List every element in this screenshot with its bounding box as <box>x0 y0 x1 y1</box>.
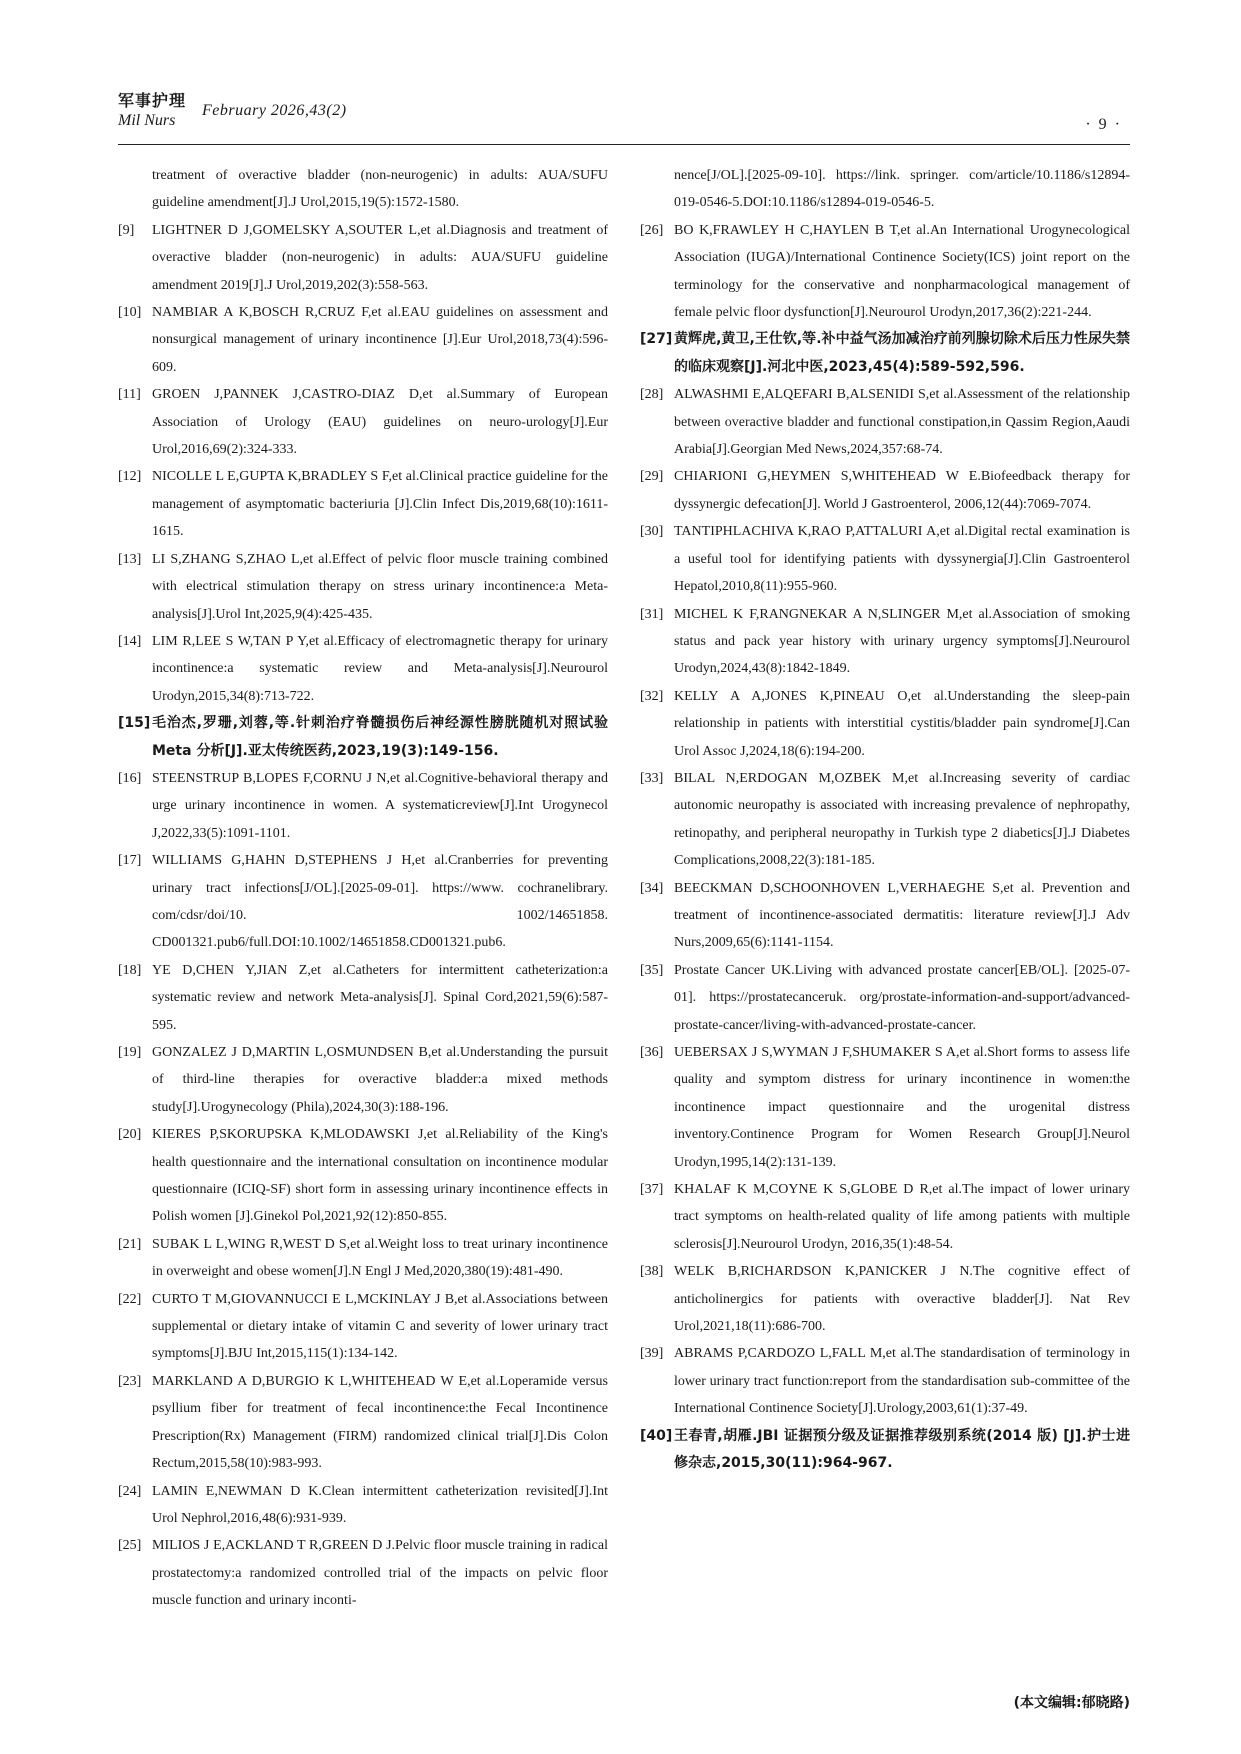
reference-number: [33] <box>640 770 664 786</box>
reference-number: [34] <box>640 880 664 896</box>
reference-text: ABRAMS P,CARDOZO L,FALL M,et al.The standardisation of terminology in lower urinary tract function:report from the standardisation sub-committee of the International Continence Society[J].Urology,2003,61(1):37-49. <box>674 1346 1130 1417</box>
reference-item <box>118 1231 608 1286</box>
references-left-column <box>118 162 608 1615</box>
reference-number: [38] <box>640 1264 664 1280</box>
reference-number: [36] <box>640 1045 664 1060</box>
references-right-column <box>640 162 1130 1478</box>
reference-item <box>640 765 1130 875</box>
issue-info: February 2026,43(2) <box>202 102 347 119</box>
reference-text: LAMIN E,NEWMAN D K.Clean intermittent catheterization revisited[J].Int Urol Nephrol,2016,48(6):931-939. <box>152 1483 608 1526</box>
reference-number: [27] <box>640 331 673 348</box>
reference-number: [23] <box>118 1373 142 1389</box>
reference-item <box>640 1340 1130 1422</box>
reference-item <box>640 381 1130 463</box>
reference-text: treatment of overactive bladder (non-neurogenic) in adults: AUA/SUFU guideline amendment[J].J Urol,2015,19(5):1572-1580. <box>152 168 608 211</box>
reference-item <box>118 1532 608 1614</box>
reference-item <box>640 326 1130 381</box>
reference-item <box>640 217 1130 327</box>
reference-number: [37] <box>640 1182 664 1198</box>
reference-number: [12] <box>118 469 142 485</box>
reference-item <box>118 1478 608 1533</box>
reference-text: MILIOS J E,ACKLAND T R,GREEN D J.Pelvic floor muscle training in radical prostatectomy:a randomized controlled trial of the impacts on pelvic floor muscle function and urinary inconti- <box>152 1538 608 1609</box>
reference-item <box>640 1423 1130 1478</box>
reference-text: ALWASHMI E,ALQEFARI B,ALSENIDI S,et al.Assessment of the relationship between overactive bladder and functional constipation,in Qassim Region,Aaudi Arabia[J].Georgian Med News,2024,357:68-74. <box>674 387 1130 458</box>
reference-number: [18] <box>118 962 142 978</box>
reference-text: MARKLAND A D,BURGIO K L,WHITEHEAD W E,et al.Loperamide versus psyllium fiber for treatment of fecal incontinence:the Fecal Incontinence Prescription(Rx) Management (FIRM) randomized clinical trial[J].Dis Colon Rectum,2015,58(10):983-993. <box>152 1373 608 1472</box>
reference-item <box>640 1039 1130 1176</box>
reference-number: [40] <box>640 1427 673 1444</box>
reference-text: KHALAF K M,COYNE K S,GLOBE D R,et al.The impact of lower urinary tract symptoms on health-related quality of life among patients with multiple sclerosis[J].Neurourol Urodyn, 2016,35(1):48-54. <box>674 1182 1130 1252</box>
reference-text: CHIARIONI G,HEYMEN S,WHITEHEAD W E.Biofeedback therapy for dyssynergic defecation[J]. World J Gastroenterol, 2006,12(44):7069-7074. <box>674 469 1130 512</box>
reference-number: [31] <box>640 606 664 622</box>
reference-text: nence[J/OL].[2025-09-10]. https://link. springer. com/article/10.1186/s12894-019-0546-5.DOI:10.1186/s12894-019-0546-5. <box>674 168 1130 211</box>
reference-number: [20] <box>118 1127 142 1143</box>
reference-text: KIERES P,SKORUPSKA K,MLODAWSKI J,et al.Reliability of the King's health questionnaire and the international consultation on incontinence modular questionnaire (ICIQ-SF) short form in assessing urinary incontinence effects in Polish women [J].Ginekol Pol,2021,92(12):850-855. <box>152 1127 608 1225</box>
reference-number: [21] <box>118 1236 142 1252</box>
reference-text: TANTIPHLACHIVA K,RAO P,ATTALURI A,et al.Digital rectal examination is a useful tool for identifying patients with dyssynergia[J].Clin Gastroenterol Hepatol,2010,8(11):955-960. <box>674 524 1130 595</box>
reference-item <box>118 1121 608 1231</box>
reference-number: [14] <box>118 633 142 649</box>
reference-text: NAMBIAR A K,BOSCH R,CRUZ F,et al.EAU guidelines on assessment and nonsurgical management of urinary incontinence [J].Eur Urol,2018,73(4):596-609. <box>152 305 608 375</box>
reference-item <box>118 217 608 299</box>
reference-number: [17] <box>118 853 142 869</box>
reference-number: [10] <box>118 305 142 321</box>
reference-item <box>118 847 608 957</box>
reference-text: WELK B,RICHARDSON K,PANICKER J N.The cognitive effect of anticholinergics for patients with overactive bladder[J]. Nat Rev Urol,2021,18(11):686-700. <box>674 1264 1130 1335</box>
reference-text: UEBERSAX J S,WYMAN J F,SHUMAKER S A,et al.Short forms to assess life quality and symptom distress for urinary incontinence in women:the incontinence impact questionnaire and the urogenital distress inventory.Continence Program for Women Research Group[J].Neurol Urodyn,1995,14(2):131-139. <box>674 1045 1130 1170</box>
reference-text: WILLIAMS G,HAHN D,STEPHENS J H,et al.Cranberries for preventing urinary tract infections[J/OL].[2025-09-01]. https://www. cochranelibrary. com/cdsr/doi/10. 1002/14651858. CD001321.pub6/full.DOI:10.1002/14651858.CD001321.pub6. <box>152 853 608 951</box>
reference-item <box>118 463 608 545</box>
reference-text: BEECKMAN D,SCHOONHOVEN L,VERHAEGHE S,et al. Prevention and treatment of incontinence-associated dermatitis: literature review[J].J Adv Nurs,2009,65(6):1141-1154. <box>674 880 1130 951</box>
reference-item <box>640 162 1130 217</box>
journal-title-en: Mil Nurs <box>118 112 176 129</box>
reference-item <box>118 381 608 463</box>
reference-item <box>118 957 608 1039</box>
reference-item <box>118 1286 608 1368</box>
reference-number: [11] <box>118 387 141 403</box>
reference-text: STEENSTRUP B,LOPES F,CORNU J N,et al.Cognitive-behavioral therapy and urge urinary incontinence in women. A systematicreview[J].Int Urogynecol J,2022,33(5):1091-1101. <box>152 770 608 841</box>
reference-text: GONZALEZ J D,MARTIN L,OSMUNDSEN B,et al.Understanding the pursuit of third-line therapies for overactive bladder:a mixed methods study[J].Urogynecology (Phila),2024,30(3):188-196. <box>152 1045 608 1115</box>
reference-text: LI S,ZHANG S,ZHAO L,et al.Effect of pelvic floor muscle training combined with electrical stimulation therapy on stress urinary incontinence:a Meta-analysis[J].Urol Int,2025,9(4):425-435. <box>152 551 608 622</box>
reference-item <box>118 628 608 710</box>
reference-text: GROEN J,PANNEK J,CASTRO-DIAZ D,et al.Summary of European Association of Urology (EAU) guidelines on neuro-urology[J].Eur Urol,2016,69(2):324-333. <box>152 387 608 458</box>
reference-number: [19] <box>118 1045 142 1060</box>
reference-number: [28] <box>640 387 664 403</box>
reference-text: LIGHTNER D J,GOMELSKY A,SOUTER L,et al.Diagnosis and treatment of overactive bladder (non-neurogenic) in adults: AUA/SUFU guideline amendment 2019[J].J Urol,2019,202(3):558-563. <box>152 222 608 293</box>
page-header <box>118 86 1130 144</box>
header-rule <box>118 144 1130 145</box>
reference-item <box>640 683 1130 765</box>
page-number: · 9 · <box>1085 116 1122 133</box>
reference-item <box>118 765 608 847</box>
reference-item <box>640 601 1130 683</box>
reference-number: [15] <box>118 715 151 732</box>
reference-item <box>118 546 608 628</box>
reference-text: LIM R,LEE S W,TAN P Y,et al.Efficacy of electromagnetic therapy for urinary incontinence:a systematic review and Meta-analysis[J].Neurourol Urodyn,2015,34(8):713-722. <box>152 633 608 704</box>
reference-text: Prostate Cancer UK.Living with advanced prostate cancer[EB/OL]. [2025-07-01]. https://prostatecanceruk. org/prostate-information-and-support/advanced-prostate-cancer/living-with-advanced-prostate-cancer. <box>674 962 1130 1033</box>
reference-text: KELLY A A,JONES K,PINEAU O,et al.Understanding the sleep-pain relationship in patients with interstitial cystitis/bladder pain syndrome[J].Can Urol Assoc J,2024,18(6):194-200. <box>674 688 1130 759</box>
reference-item <box>118 1039 608 1121</box>
journal-title-cn: 军事护理 <box>118 91 187 110</box>
reference-number: [22] <box>118 1291 142 1307</box>
reference-item <box>118 299 608 381</box>
reference-number: [30] <box>640 524 664 540</box>
reference-number: [16] <box>118 770 142 786</box>
reference-item <box>640 957 1130 1039</box>
reference-text: BILAL N,ERDOGAN M,OZBEK M,et al.Increasing severity of cardiac autonomic neuropathy is associated with increasing prevalence of nephropathy, retinopathy, and peripheral neuropathy in Turkish type 2 diabetics[J].J Diabetes Complications,2008,22(3):181-185. <box>674 770 1130 869</box>
reference-item <box>118 710 608 765</box>
reference-item <box>640 875 1130 957</box>
reference-text: BO K,FRAWLEY H C,HAYLEN B T,et al.An International Urogynecological Association (IUGA)/International Continence Society(ICS) joint report on the terminology for the conservative and nonpharmacological management of female pelvic floor dysfunction[J].Neurourol Urodyn,2017,36(2):221-244. <box>674 222 1130 321</box>
reference-number: [29] <box>640 469 664 485</box>
reference-number: [25] <box>118 1538 142 1554</box>
reference-number: [26] <box>640 222 664 238</box>
reference-item <box>118 162 608 217</box>
reference-text: CURTO T M,GIOVANNUCCI E L,MCKINLAY J B,et al.Associations between supplemental or dietary intake of vitamin C and severity of lower urinary tract symptoms[J].BJU Int,2015,115(1):134-142. <box>152 1291 608 1362</box>
reference-text: SUBAK L L,WING R,WEST D S,et al.Weight loss to treat urinary incontinence in overweight and obese women[J].N Engl J Med,2020,380(19):481-490. <box>152 1236 608 1280</box>
reference-number: [39] <box>640 1346 664 1362</box>
reference-item <box>640 1258 1130 1340</box>
reference-text: 毛治杰,罗珊,刘蓉,等.针刺治疗脊髓损伤后神经源性膀胱随机对照试验 Meta 分析[J].亚太传统医药,2023,19(3):149-156. <box>152 715 608 759</box>
reference-item <box>640 463 1130 518</box>
editor-note: (本文编辑:郁晓路) <box>1013 1695 1130 1711</box>
reference-number: [35] <box>640 962 664 978</box>
reference-item <box>640 1176 1130 1258</box>
reference-text: MICHEL K F,RANGNEKAR A N,SLINGER M,et al.Association of smoking status and pack year history with urinary urgency symptoms[J].Neurourol Urodyn,2024,43(8):1842-1849. <box>674 606 1130 677</box>
reference-text: NICOLLE L E,GUPTA K,BRADLEY S F,et al.Clinical practice guideline for the management of asymptomatic bacteriuria [J].Clin Infect Dis,2019,68(10):1611-1615. <box>152 469 608 540</box>
reference-number: [32] <box>640 688 664 704</box>
reference-text: YE D,CHEN Y,JIAN Z,et al.Catheters for intermittent catheterization:a systematic review and network Meta-analysis[J]. Spinal Cord,2021,59(6):587-595. <box>152 962 608 1033</box>
reference-item <box>640 518 1130 600</box>
reference-text: 黄辉虎,黄卫,王仕钦,等.补中益气汤加减治疗前列腺切除术后压力性尿失禁的临床观察[J].河北中医,2023,45(4):589-592,596. <box>674 331 1130 375</box>
reference-item <box>118 1368 608 1478</box>
reference-number: [9] <box>118 222 135 238</box>
reference-number: [13] <box>118 551 142 567</box>
reference-number: [24] <box>118 1483 142 1499</box>
reference-text: 王春青,胡雁.JBI 证据预分级及证据推荐级别系统(2014 版) [J].护士进修杂志,2015,30(11):964-967. <box>674 1427 1130 1472</box>
